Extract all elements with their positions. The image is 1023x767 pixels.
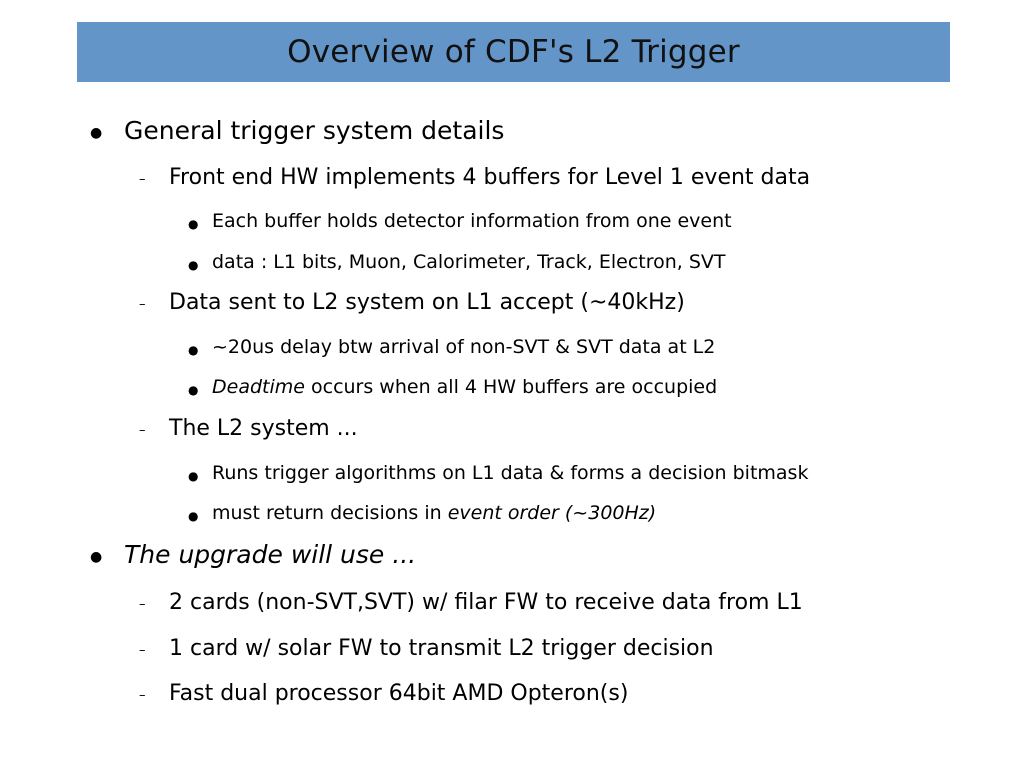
bullet-text (212, 376, 717, 398)
bullet-marker: ● (90, 549, 103, 565)
bullet-text: Runs trigger algorithms on L1 data & forms a decision bitmask (212, 462, 809, 484)
bullet-text: 2 cards (non-SVT,SVT) w/ filar FW to receive data from L1 (169, 590, 803, 615)
bullet-marker: ● (188, 383, 199, 397)
dash-marker: – (139, 688, 146, 703)
plain-text: occurs when all 4 HW buffers are occupied (304, 376, 718, 398)
bullet-text: The L2 system ... (169, 416, 358, 441)
bullet-text: 1 card w/ solar FW to transmit L2 trigger decision (169, 636, 714, 661)
bullet-marker: ● (188, 509, 199, 523)
bullet-text: ~20us delay btw arrival of non-SVT & SVT data at L2 (212, 336, 716, 358)
bullet-text: General trigger system details (124, 116, 505, 145)
plain-text: must return decisions in (212, 502, 448, 524)
dash-marker: – (139, 423, 146, 438)
emphasis-text: event order (~300Hz) (447, 502, 657, 524)
dash-marker: – (139, 297, 146, 312)
bullet-marker: ● (90, 125, 103, 141)
bullet-text: Front end HW implements 4 buffers for Level 1 event data (169, 165, 811, 190)
dash-marker: – (139, 172, 146, 187)
slide-title: Overview of CDF's L2 Trigger (287, 34, 740, 70)
bullet-text: Data sent to L2 system on L1 accept (~40kHz) (169, 290, 685, 315)
bullet-text (212, 502, 656, 524)
dash-marker: – (139, 643, 146, 658)
bullet-marker: ● (188, 258, 199, 272)
bullet-marker: ● (188, 217, 199, 231)
bullet-text: Each buffer holds detector information from one event (212, 210, 732, 232)
bullet-text: The upgrade will use ... (124, 540, 417, 569)
dash-marker: – (139, 597, 146, 612)
bullet-marker: ● (188, 343, 199, 357)
bullet-text: Fast dual processor 64bit AMD Opteron(s) (169, 681, 629, 706)
bullet-marker: ● (188, 469, 199, 483)
bullet-text: data : L1 bits, Muon, Calorimeter, Track, Electron, SVT (212, 251, 726, 273)
emphasis-text: Deadtime (212, 376, 305, 398)
